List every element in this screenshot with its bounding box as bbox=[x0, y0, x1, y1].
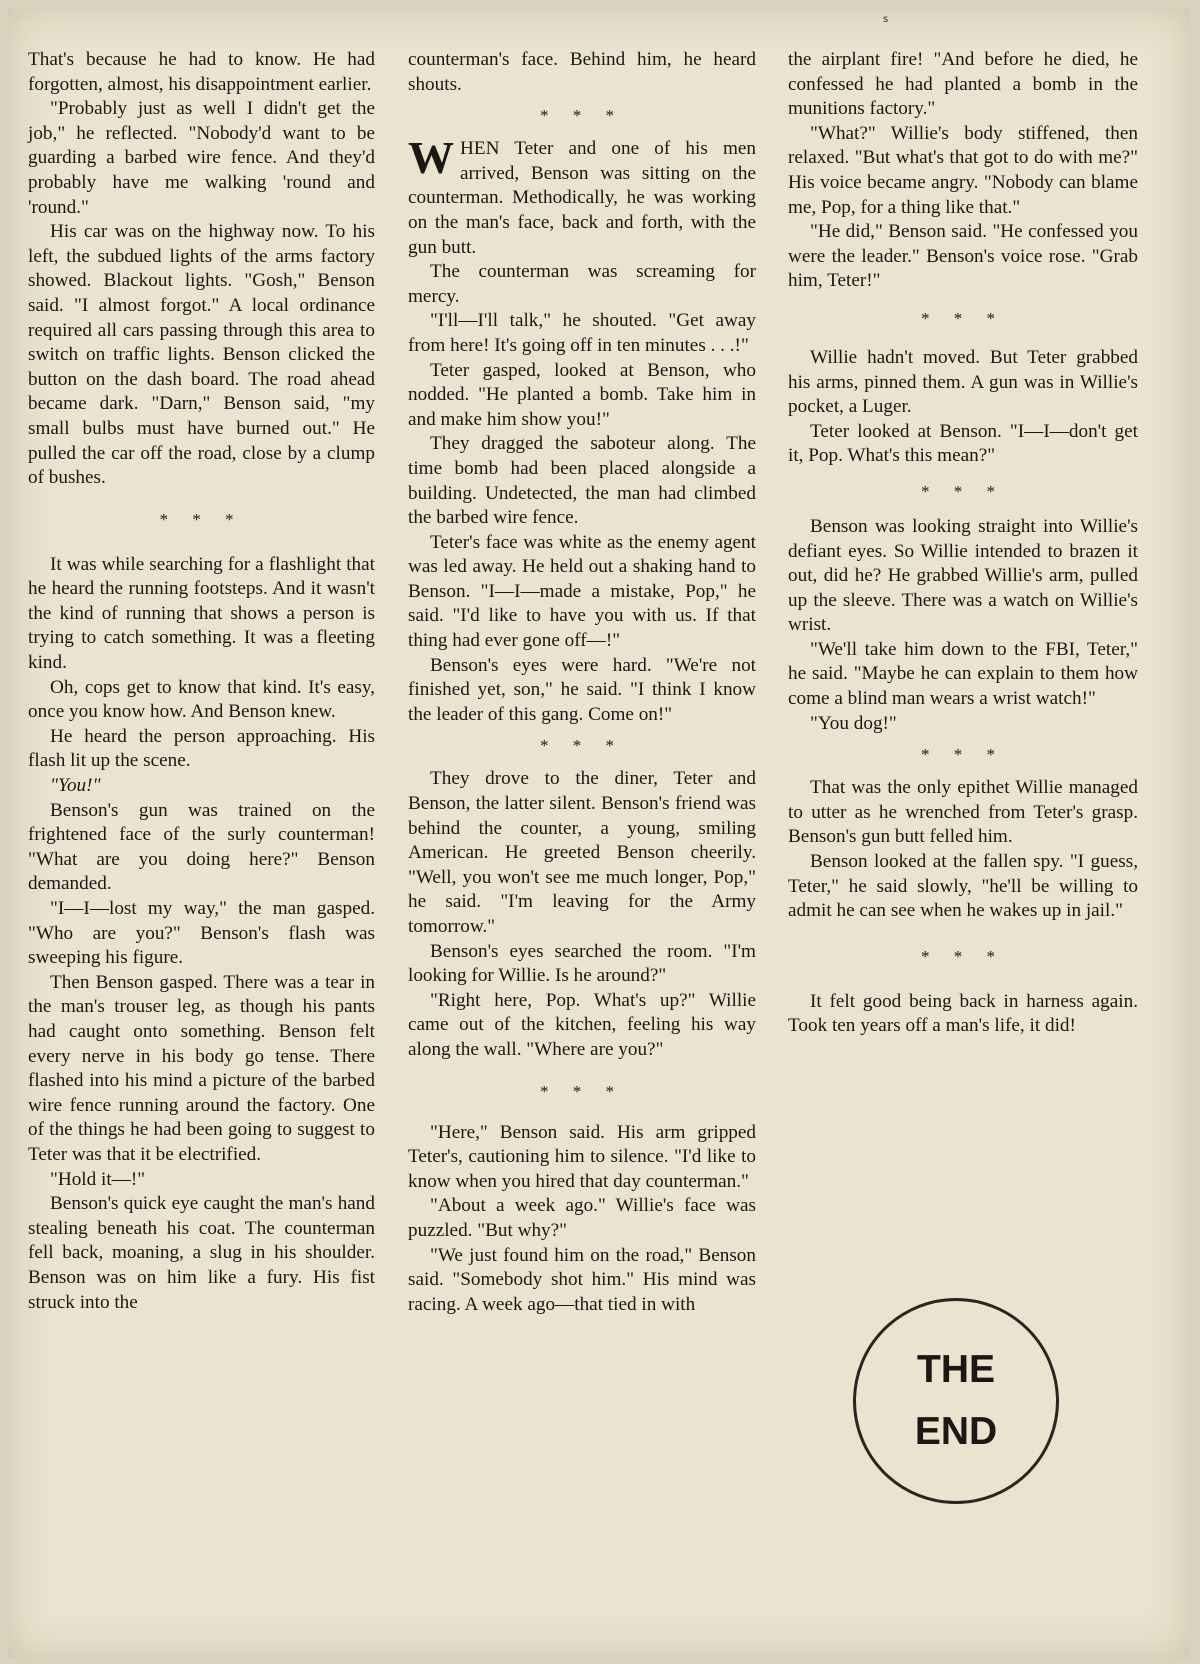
paragraph: Benson's eyes were hard. "We're not finished yet, son," he said. "I think I know the leader of this gang. Come on!" bbox=[408, 654, 756, 725]
page-mark: s bbox=[883, 14, 889, 25]
paragraph: counterman's face. Behind him, he heard shouts. bbox=[408, 49, 756, 95]
paragraph: "You!" bbox=[50, 775, 101, 797]
paragraph-with-dropcap bbox=[408, 132, 756, 260]
paragraph: "What?" Willie's body stiffened, then relaxed. "But what's that got to do with me?" His voice became angry. "Nobody can blame me, Pop, for a thing like that." bbox=[788, 122, 1138, 218]
paragraph: They dragged the saboteur along. The time bomb had been placed alongside a building. Undetected, the man had climbed the barbed wire fence. bbox=[408, 433, 756, 529]
the-end-stamp bbox=[853, 1298, 1059, 1504]
section-break: * * * bbox=[540, 736, 624, 756]
paragraph: Benson's eyes searched the room. "I'm looking for Willie. Is he around?" bbox=[408, 940, 756, 987]
text-column-1 bbox=[28, 48, 375, 1315]
text-column-2 bbox=[408, 48, 756, 1317]
paragraph: "Here," Benson said. His arm gripped Teter's, cautioning him to silence. "I'd like to know when you hired that day counterman." bbox=[408, 1121, 756, 1192]
paragraph: It felt good being back in harness again. Took ten years off a man's life, it did! bbox=[788, 990, 1138, 1037]
paragraph-text: HEN Teter and one of his men arrived, Benson was sitting on the counterman. Methodically, he was working on the man's face, back and forth, with the gun butt. bbox=[408, 138, 756, 258]
paragraph: That was the only epithet Willie managed to utter as he wrenched from Teter's grasp. Benson's gun butt felled him. bbox=[788, 777, 1138, 848]
paragraph: Benson's quick eye caught the man's hand stealing beneath his coat. The counterman fell back, moaning, a slug in his shoulder. Benson was on him like a fury. His fist struck into the bbox=[28, 1193, 375, 1313]
paragraph: Benson looked at the fallen spy. "I guess, Teter," he said slowly, "he'll be willing to admit he can see when he wakes up in jail." bbox=[788, 851, 1138, 922]
paragraph: "Probably just as well I didn't get the job," he reflected. "Nobody'd want to be guarding a barbed wire fence. And they'd probably have me walking 'round and 'round." bbox=[28, 98, 375, 218]
paragraph: "I—I—lost my way," the man gasped. "Who are you?" Benson's flash was sweeping his figure. bbox=[28, 898, 375, 969]
paragraph: "I'll—I'll talk," he shouted. "Get away from here! It's going off in ten minutes . . .!" bbox=[408, 310, 756, 356]
paragraph: "Hold it—!" bbox=[50, 1168, 146, 1190]
end-line-2: END bbox=[914, 1410, 998, 1453]
section-break: * * * bbox=[921, 745, 1005, 765]
paragraph: The counterman was screaming for mercy. bbox=[408, 261, 756, 307]
paragraph: Oh, cops get to know that kind. It's easy, once you know how. And Benson knew. bbox=[28, 676, 375, 723]
paragraph: Willie hadn't moved. But Teter grabbed his arms, pinned them. A gun was in Willie's pocket, a Luger. bbox=[788, 346, 1138, 418]
paragraph: the airplant fire! "And before he died, he confessed he had planted a bomb in the munitions factory." bbox=[788, 49, 1138, 120]
paragraph: Benson's gun was trained on the frightened face of the surly counterman! "What are you doing here?" Benson demanded. bbox=[28, 799, 375, 895]
end-line-1: THE bbox=[917, 1348, 995, 1391]
paragraph: "About a week ago." Willie's face was puzzled. "But why?" bbox=[408, 1195, 756, 1241]
drop-cap: W bbox=[408, 132, 454, 184]
paragraph: It was while searching for a flashlight that he heard the running footsteps. And it wasn't the kind of running that shows a person is trying to catch something. It was a fleeting kind. bbox=[28, 553, 375, 674]
paragraph: "We just found him on the road," Benson said. "Somebody shot him." His mind was racing. A week ago—that tied in with bbox=[408, 1244, 756, 1315]
paragraph: Teter's face was white as the enemy agent was led away. He held out a shaking hand to Benson. "I—I—made a mistake, Pop," he said. "I'd like to have you with us. If that thing had ever gone off—!" bbox=[408, 531, 756, 652]
paragraph: He heard the person approaching. His flash lit up the scene. bbox=[28, 725, 375, 772]
paragraph: "Right here, Pop. What's up?" Willie came out of the kitchen, feeling his way along the wall. "Where are you?" bbox=[408, 989, 756, 1060]
paragraph: "We'll take him down to the FBI, Teter," he said. "Maybe he can explain to them how come a blind man wears a wrist watch!" bbox=[788, 638, 1138, 710]
section-break: * * * bbox=[159, 509, 244, 529]
paragraph: Benson was looking straight into Willie's defiant eyes. So Willie intended to brazen it out, did he? He grabbed Willie's arm, pulled up the sleeve. There was a watch on Willie's wrist. bbox=[788, 515, 1138, 636]
paragraph: Then Benson gasped. There was a tear in the man's trouser leg, as though his pants had caught onto something. Benson felt every nerve in his body go tense. There flashed into his mind a picture of the barbed wire fence running around the factory. One of the things he had been going to suggest to Teter was that it be electrified. bbox=[28, 971, 375, 1165]
section-break: * * * bbox=[921, 308, 1005, 328]
paragraph: "You dog!" bbox=[810, 712, 897, 734]
paragraph: That's because he had to know. He had forgotten, almost, his disappointment earlier. bbox=[28, 49, 375, 95]
section-break: * * * bbox=[540, 106, 624, 126]
magazine-page bbox=[8, 8, 1190, 1658]
section-break: * * * bbox=[540, 1081, 624, 1101]
section-break: * * * bbox=[921, 946, 1005, 966]
text-column-3 bbox=[788, 48, 1138, 1039]
paragraph: Teter looked at Benson. "I—I—don't get it, Pop. What's this mean?" bbox=[788, 420, 1138, 467]
paragraph: They drove to the diner, Teter and Benson, the latter silent. Benson's friend was behind the counter, a young, smiling American. He greeted Benson cheerily. "Well, you won't see me much longer, Pop," he said. "I'm leaving for the Army tomorrow." bbox=[408, 768, 756, 937]
section-break: * * * bbox=[921, 481, 1005, 501]
paragraph: His car was on the highway now. To his left, the subdued lights of the arms factory showed. Blackout lights. "Gosh," Benson said. "I almost forgot." A local ordinance required all cars passing through this area to switch on traffic lights. Benson clicked the button on the dash board. The road ahead became dark. "Darn," Benson said, "my small bulbs must have burned out." He pulled the car off the road, close by a clump of bushes. bbox=[28, 221, 375, 489]
paragraph: "He did," Benson said. "He confessed you were the leader." Benson's voice rose. "Grab him, Teter!" bbox=[788, 221, 1138, 292]
paragraph: Teter gasped, looked at Benson, who nodded. "He planted a bomb. Take him in and make him show you!" bbox=[408, 359, 756, 430]
